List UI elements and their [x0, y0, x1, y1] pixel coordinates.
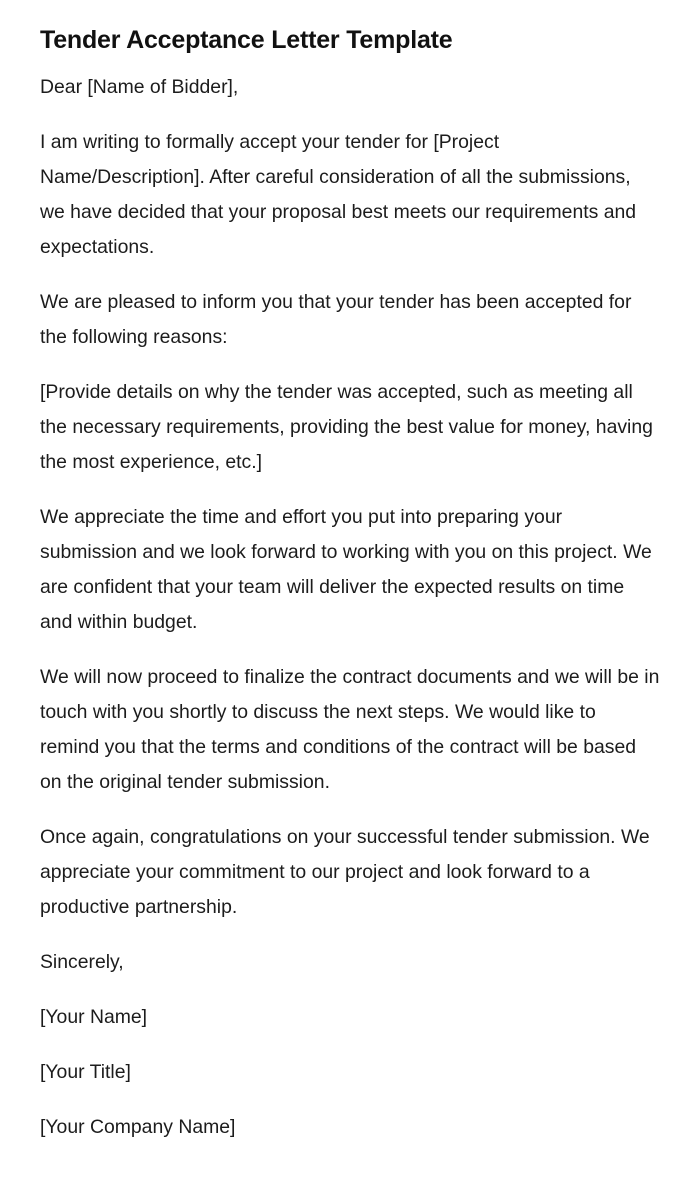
paragraph-reasons-placeholder: [Provide details on why the tender was accepted, such as meeting all the necessary requirements, providing the best value for money, having the most experience, etc.] [40, 381, 653, 473]
signature-company: [Your Company Name] [40, 1116, 236, 1138]
paragraph-next-steps: We will now proceed to finalize the contract documents and we will be in touch with you shortly to discuss the next steps. We would like to remind you that the terms and conditions of the contract will be based on the original tender submission. [40, 666, 660, 793]
paragraph-pleased: We are pleased to inform you that your tender has been accepted for the following reasons: [40, 291, 632, 348]
signature-title: [Your Title] [40, 1061, 131, 1083]
paragraph-acceptance: I am writing to formally accept your tender for [Project Name/Description]. After careful consideration of all the submissions, we have decided that your proposal best meets our requirements and expectations. [40, 131, 637, 258]
signature-name: [Your Name] [40, 1006, 148, 1028]
salutation: Dear [Name of Bidder], [40, 76, 239, 98]
document-title: Tender Acceptance Letter Template [40, 26, 453, 54]
paragraph-congratulations: Once again, congratulations on your successful tender submission. We appreciate your commitment to our project and look forward to a productive partnership. [40, 826, 650, 918]
closing: Sincerely, [40, 951, 124, 973]
paragraph-appreciation: We appreciate the time and effort you put into preparing your submission and we look forward to working with you on this project. We are confident that your team will deliver the expected results on time and within budget. [40, 506, 652, 633]
